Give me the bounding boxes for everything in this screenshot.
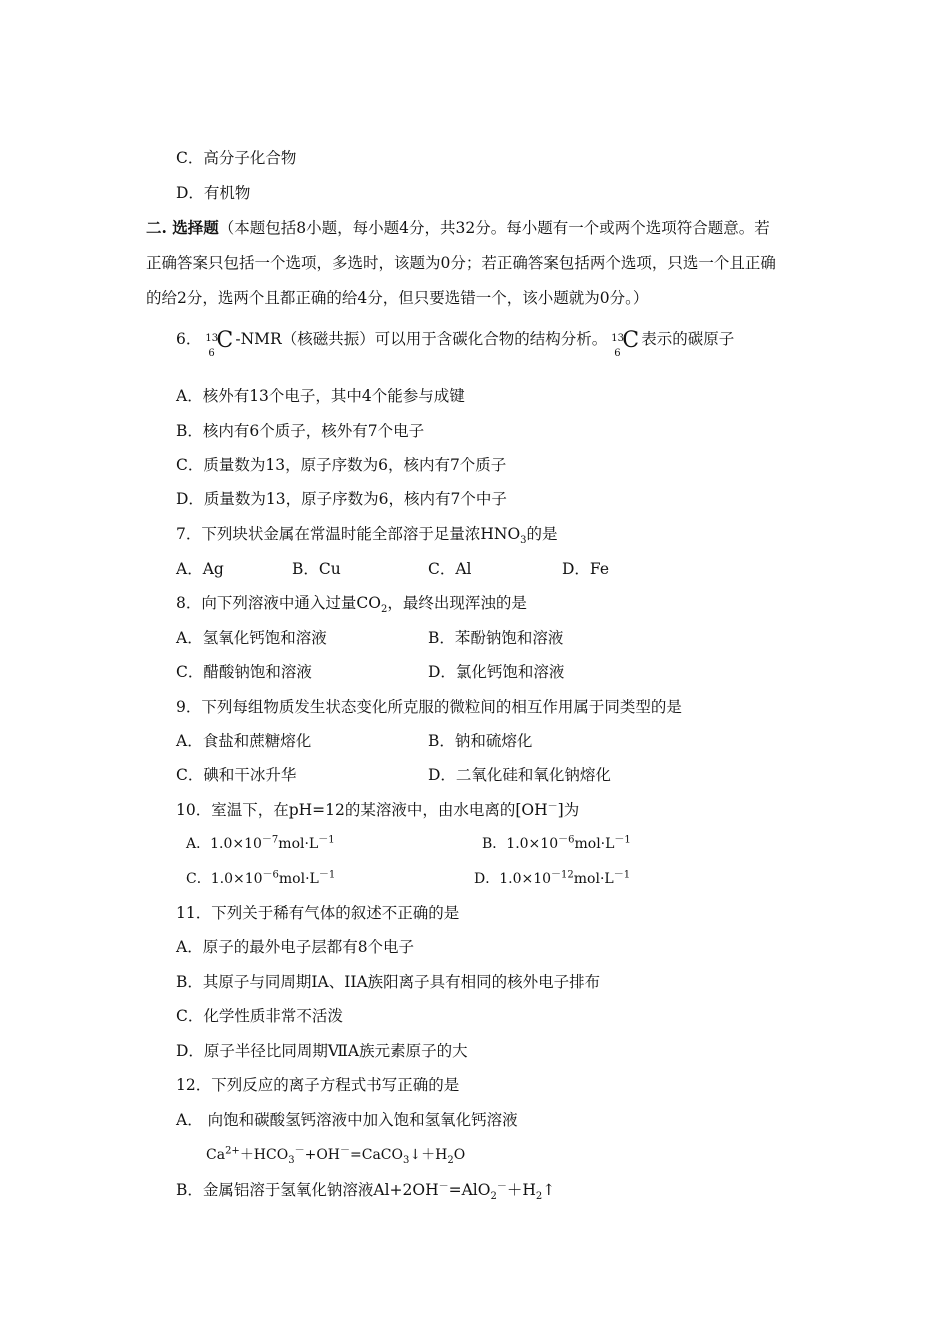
section-title: 二. 选择题 (146, 218, 219, 237)
q9-option-d: D．二氧化硅和氧化钠熔化 (428, 766, 611, 784)
q11-option-d: D．原子半径比同周期ⅦA族元素原子的大 (176, 1042, 468, 1060)
q10-option-c: C．$1.0\times 10^{-6}mol\cdot L^{-1}$ (186, 869, 336, 887)
question-9-stem: 9．下列每组物质发生状态变化所克服的微粒间的相互作用属于同类型的是 (176, 698, 682, 716)
q6-option-d: D．质量数为13，原子序数为6，核内有7个中子 (176, 490, 507, 508)
q10-option-b: B．$1.0\times 10^{-6}mol\cdot L^{-1}$ (482, 834, 631, 852)
question-6-text-end: 表示的碳原子 (641, 330, 735, 348)
q8-option-b: B．苯酚钠饱和溶液 (428, 629, 564, 647)
q7-option-a: A．Ag (176, 560, 224, 578)
q8-option-d: D．氯化钙饱和溶液 (428, 663, 565, 681)
q10-stem-text: 10．室温下，在pH=12的某溶液中，由水电离的[OH (176, 801, 548, 819)
question-number: 6． (176, 330, 202, 348)
question-12-stem: 12．下列反应的离子方程式书写正确的是 (176, 1076, 460, 1094)
q11-option-a: A．原子的最外电子层都有8个电子 (176, 938, 415, 956)
isotope-element: C (216, 328, 234, 353)
q6-option-a: A．核外有13个电子，其中4个能参与成键 (176, 387, 465, 405)
q8-option-a: A．氢氧化钙饱和溶液 (176, 629, 327, 647)
question-6-stem (176, 326, 735, 359)
q11-option-c: C．化学性质非常不活泼 (176, 1007, 343, 1025)
q11-option-b: B．其原子与同周期IA、IIA族阳离子具有相同的核外电子排布 (176, 973, 601, 991)
q8-option-c: C．醋酸钠饱和溶液 (176, 663, 312, 681)
isotope-element: C (622, 328, 640, 353)
isotope-atomic-number: 6 (614, 348, 621, 359)
q9-option-a: A．食盐和蔗糖熔化 (176, 732, 312, 750)
section-intro-line-2: 正确答案只包括一个选项，多选时，该题为0分；若正确答案包括两个选项，只选一个且正确 (146, 254, 776, 272)
isotope-c13-symbol-2 (609, 328, 640, 359)
q8-subscript: 2 (380, 604, 388, 616)
question-8-stem (176, 593, 527, 616)
section-intro-line-3: 的给2分，选两个且都正确的给4分，但只要选错一个，该小题就为0分。） (146, 289, 649, 307)
q12-option-a-equation: $Ca^{2+}+HCO_3^-+OH^-=CaCO_3↓+H_2O$ (206, 1145, 466, 1166)
q12-option-b: B．金属铝溶于氢氧化钠溶液$Al+2OH^-=AlO_2^-+H_2↑$ (176, 1180, 556, 1203)
section-intro-text-1: （本题包括8小题，每小题4分，共32分。每小题有一个或两个选项符合题意。若 (218, 219, 770, 237)
question-6-text: -NMR（核磁共振）可以用于含碳化合物的结构分析。 (235, 330, 608, 348)
q9-option-b: B．钠和硫熔化 (428, 732, 533, 750)
q6-option-c: C．质量数为13，原子序数为6，核内有7个质子 (176, 456, 507, 474)
option-d: D．有机物 (176, 184, 251, 202)
q8-stem-text: 8．向下列溶液中通入过量CO (176, 594, 381, 612)
q9-option-c: C．碘和干冰升华 (176, 766, 297, 784)
q7-stem-end: 的是 (526, 525, 558, 543)
q7-subscript: 3 (520, 535, 527, 547)
isotope-c13-symbol (203, 328, 234, 359)
q10-superscript: － (547, 800, 558, 812)
isotope-mass: 13 (205, 333, 219, 344)
q10-stem-end: ]为 (557, 801, 580, 819)
option-c: C．高分子化合物 (176, 149, 297, 167)
q10-option-d: D．$1.0\times 10^{-12}mol\cdot L^{-1}$ (474, 869, 631, 887)
q8-stem-end: ，最终出现浑浊的是 (387, 594, 527, 612)
q7-stem-text: 7．下列块状金属在常温时能全部溶于足量浓HNO (176, 525, 521, 543)
question-10-stem (176, 800, 579, 820)
question-11-stem: 11．下列关于稀有气体的叙述不正确的是 (176, 904, 460, 922)
isotope-mass: 13 (611, 333, 624, 344)
q7-option-c: C．Al (428, 560, 472, 578)
q7-option-b: B．Cu (292, 560, 341, 578)
isotope-atomic-number: 6 (208, 348, 215, 359)
q6-option-b: B．核内有6个质子，核外有7个电子 (176, 422, 425, 440)
q7-option-d: D．Fe (562, 560, 610, 578)
q10-option-a: A．$1.0\times 10^{-7}mol\cdot L^{-1}$ (186, 834, 335, 852)
q12-option-a: A． 向饱和碳酸氢钙溶液中加入饱和氢氧化钙溶液 (176, 1111, 518, 1129)
question-7-stem (176, 524, 558, 547)
section-intro-line-1 (146, 218, 770, 238)
